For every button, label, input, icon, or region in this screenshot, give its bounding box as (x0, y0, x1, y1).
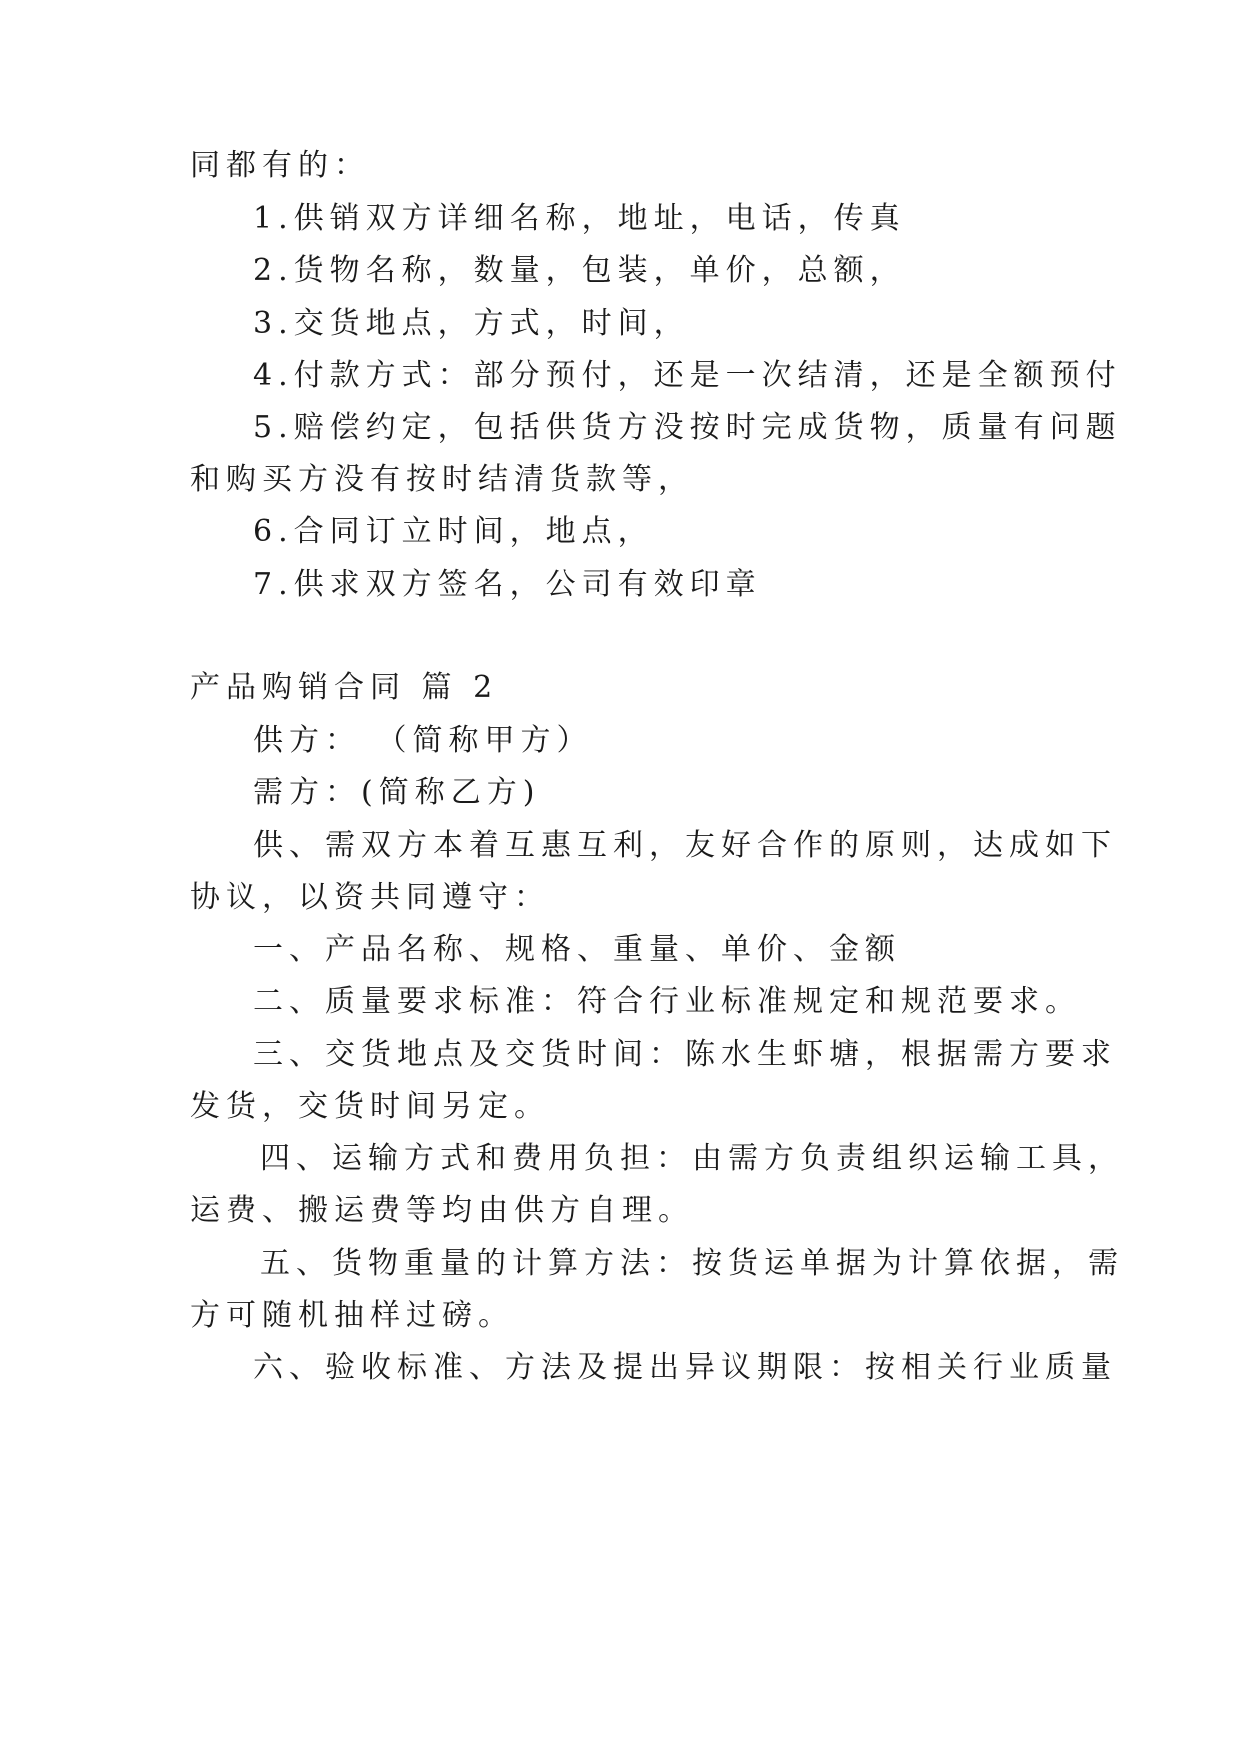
list-item: 4.付款方式：部分预付，还是一次结清，还是全额预付 (253, 358, 1122, 393)
paragraph-line: 供、需双方本着互惠互利，友好合作的原则，达成如下 (253, 828, 1117, 863)
list-item: 3.交货地点，方式，时间， (253, 306, 690, 341)
paragraph-line: 协议，以资共同遵守： (190, 880, 550, 915)
paragraph-continuation: 同都有的： (190, 148, 370, 183)
list-item-continuation: 和购买方没有按时结清货款等， (190, 462, 694, 497)
clause-line: 四、运输方式和费用负担：由需方负责组织运输工具， (260, 1141, 1124, 1176)
clause-line: 运费、搬运费等均由供方自理。 (190, 1193, 694, 1228)
clause-line: 一、产品名称、规格、重量、单价、金额 (253, 932, 901, 967)
clause-line: 六、验收标准、方法及提出异议期限：按相关行业质量 (253, 1350, 1117, 1385)
supplier-line: 供方： （简称甲方） (253, 723, 593, 758)
clause-line: 发货，交货时间另定。 (190, 1089, 550, 1124)
list-item: 5.赔偿约定，包括供货方没按时完成货物，质量有问题 (253, 410, 1122, 445)
clause-line: 三、交货地点及交货时间：陈水生虾塘，根据需方要求 (253, 1037, 1117, 1072)
list-item: 2.货物名称，数量，包装，单价，总额， (253, 253, 906, 288)
clause-line: 二、质量要求标准：符合行业标准规定和规范要求。 (253, 984, 1081, 1019)
buyer-line: 需方：(简称乙方) (253, 775, 541, 810)
list-item: 7.供求双方签名，公司有效印章 (253, 567, 762, 602)
clause-line: 方可随机抽样过磅。 (190, 1298, 514, 1333)
section-heading: 产品购销合同 篇 2 (190, 670, 499, 705)
list-item: 6.合同订立时间，地点， (253, 514, 654, 549)
list-item: 1.供销双方详细名称，地址，电话，传真 (253, 201, 906, 236)
clause-line: 五、货物重量的计算方法：按货运单据为计算依据，需 (260, 1246, 1124, 1281)
